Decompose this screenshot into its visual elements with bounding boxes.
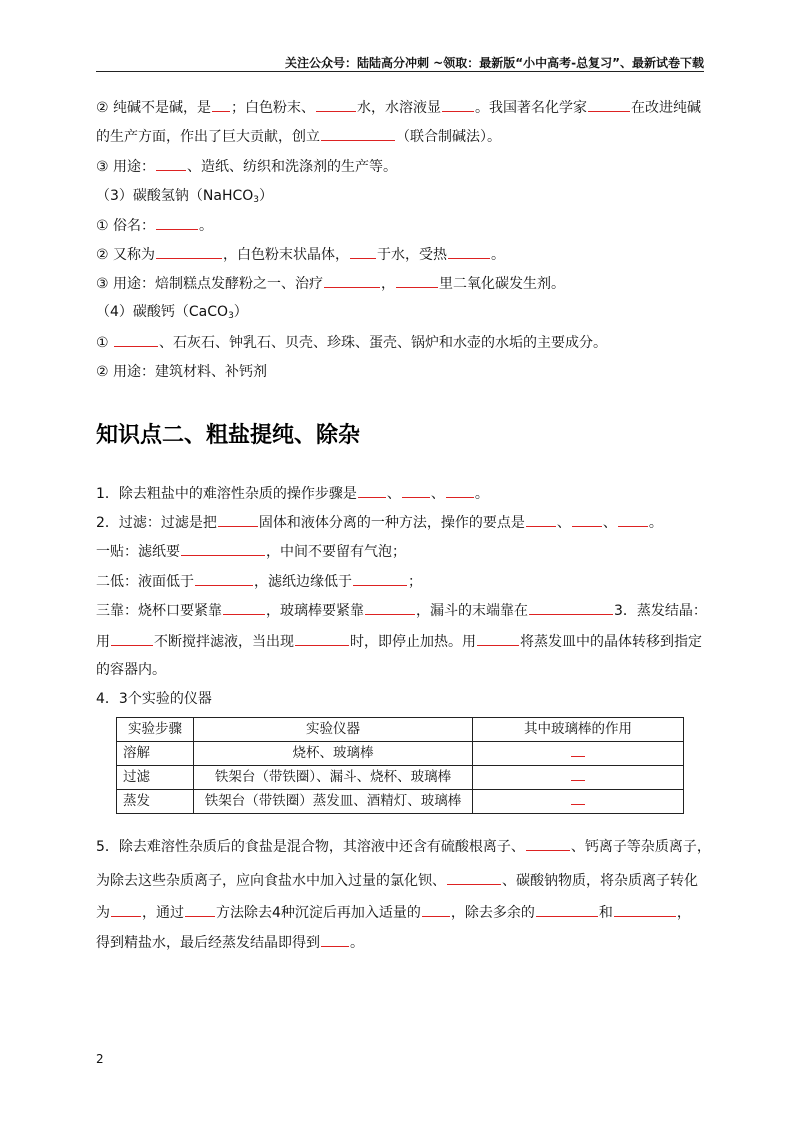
point-4 bbox=[96, 689, 704, 709]
table-cell-role-blank bbox=[473, 790, 684, 814]
answer-blank bbox=[365, 600, 415, 615]
text-fragment: 固体和液体分离的一种方法，操作的要点是 bbox=[258, 515, 525, 531]
table-cell-instruments: 烧杯、玻璃棒 bbox=[194, 742, 473, 766]
page-number: 2 bbox=[96, 1052, 104, 1066]
instruments-table bbox=[116, 717, 684, 814]
text-fragment: 5．除去难溶性杂质后的食盐是混合物，其溶液中还含有硫酸根离子、 bbox=[96, 839, 525, 855]
text-line bbox=[96, 126, 704, 147]
text-fragment: 三靠：烧杯口要紧靠 bbox=[96, 603, 222, 619]
answer-blank bbox=[195, 571, 253, 586]
answer-blank bbox=[295, 631, 349, 646]
text-fragment: ② 用途：建筑材料、补钙剂 bbox=[96, 364, 268, 380]
text-fragment: 不断搅拌滤液，当出现 bbox=[154, 634, 294, 650]
text-line bbox=[96, 302, 704, 326]
answer-blank bbox=[536, 902, 598, 917]
table-row bbox=[117, 742, 684, 766]
text-fragment: ， bbox=[381, 276, 396, 292]
text-fragment: 方法除去4种沉淀后再加入适量的 bbox=[216, 905, 421, 921]
chem-subscript: 3 bbox=[253, 195, 260, 205]
table-cell-role-blank bbox=[473, 766, 684, 790]
text-fragment: ，白色粉末状晶体， bbox=[223, 247, 350, 263]
answer-blank bbox=[422, 902, 450, 917]
answer-blank bbox=[571, 768, 585, 781]
answer-blank bbox=[447, 870, 501, 885]
point-3-evaporation bbox=[96, 631, 704, 652]
table-cell-step: 蒸发 bbox=[117, 790, 194, 814]
answer-blank bbox=[218, 512, 258, 527]
text-fragment: 、钙离子等杂质离子， bbox=[570, 839, 711, 855]
text-fragment: 时，即停止加热。用 bbox=[350, 634, 476, 650]
answer-blank bbox=[111, 631, 153, 646]
answer-blank bbox=[442, 97, 474, 112]
text-fragment: ② 纯碱不是碱，是 bbox=[96, 100, 212, 116]
text-fragment: 的容器内。 bbox=[96, 662, 166, 678]
point-5-line-1 bbox=[96, 836, 711, 857]
text-fragment: 得到精盐水，最后经蒸发结晶即得到 bbox=[96, 935, 320, 951]
table-cell-step: 过滤 bbox=[117, 766, 194, 790]
text-fragment: ，玻璃棒要紧靠 bbox=[266, 603, 364, 619]
text-fragment: 、造纸、纺织和洗涤剂的生产等。 bbox=[187, 159, 398, 175]
text-fragment: （联合制碱法）。 bbox=[396, 129, 501, 145]
text-fragment: ③ 用途： bbox=[96, 159, 156, 175]
text-fragment: 。 bbox=[648, 515, 663, 531]
point-5-line-3 bbox=[96, 902, 704, 923]
answer-blank bbox=[156, 156, 186, 171]
text-fragment: ，漏斗的末端靠在 bbox=[416, 603, 528, 619]
text-line bbox=[96, 244, 704, 265]
table-cell-instruments: 铁架台（带铁圈）、漏斗、烧杯、玻璃棒 bbox=[194, 766, 473, 790]
text-line bbox=[96, 97, 704, 118]
text-fragment: 用 bbox=[96, 634, 110, 650]
answer-blank bbox=[114, 332, 158, 347]
table-header-role: 其中玻璃棒的作用 bbox=[473, 718, 684, 742]
text-fragment: 。 bbox=[199, 218, 214, 234]
text-fragment: 和 bbox=[598, 905, 613, 921]
text-fragment: 将蒸发皿中的晶体转移到指定 bbox=[520, 634, 702, 650]
answer-blank bbox=[358, 483, 386, 498]
table-cell-instruments: 铁架台（带铁圈）蒸发皿、酒精灯、玻璃棒 bbox=[194, 790, 473, 814]
text-line bbox=[96, 215, 704, 236]
answer-blank bbox=[156, 215, 198, 230]
section-title: 知识点二、粗盐提纯、除杂 bbox=[96, 423, 361, 448]
answer-blank bbox=[212, 97, 230, 112]
text-fragment: （4）碳酸钙（CaCO bbox=[96, 304, 229, 320]
text-fragment: 一贴：滤纸要 bbox=[96, 544, 180, 560]
filter-two-low bbox=[96, 571, 704, 592]
answer-blank bbox=[529, 600, 613, 615]
text-fragment: 、碳酸钠物质，将杂质离子转化 bbox=[502, 873, 698, 889]
text-fragment: 、石灰石、钟乳石、贝壳、珍珠、蛋壳、锅炉和水壶的水垢的主要成分。 bbox=[159, 335, 608, 351]
text-fragment: 3．蒸发结晶： bbox=[614, 603, 707, 619]
text-fragment: ； bbox=[408, 574, 422, 590]
answer-blank bbox=[614, 902, 676, 917]
text-fragment: ，滤纸边缘低于 bbox=[254, 574, 352, 590]
answer-blank bbox=[321, 126, 395, 141]
answer-blank bbox=[156, 244, 222, 259]
answer-blank bbox=[223, 600, 265, 615]
text-fragment: ① 俗名： bbox=[96, 218, 156, 234]
text-fragment: 、 bbox=[430, 486, 445, 502]
text-fragment: 为 bbox=[96, 905, 110, 921]
answer-blank bbox=[324, 273, 380, 288]
answer-blank bbox=[321, 932, 349, 947]
answer-blank bbox=[448, 244, 490, 259]
table-cell-role-blank bbox=[473, 742, 684, 766]
point-5-line-2 bbox=[96, 870, 704, 891]
text-fragment: 二低：液面低于 bbox=[96, 574, 194, 590]
header-divider bbox=[96, 71, 704, 72]
table-header-row bbox=[117, 718, 684, 742]
point-1 bbox=[96, 483, 704, 504]
text-fragment: 、 bbox=[386, 486, 401, 502]
filter-three-lean bbox=[96, 600, 707, 621]
answer-blank bbox=[350, 244, 376, 259]
page-header: 关注公众号：陆陆高分冲刺 ~领取：最新版“小中高考-总复习”、最新试卷下载 bbox=[285, 56, 704, 70]
text-fragment: ③ 用途：焙制糕点发酵粉之一、治疗 bbox=[96, 276, 324, 292]
text-fragment: 4．3个实验的仪器 bbox=[96, 691, 212, 707]
answer-blank bbox=[618, 512, 648, 527]
answer-blank bbox=[353, 571, 407, 586]
text-fragment: （3）碳酸氢钠（NaHCO bbox=[96, 188, 254, 204]
text-fragment: ① bbox=[96, 335, 114, 351]
table-header-instruments: 实验仪器 bbox=[194, 718, 473, 742]
text-line bbox=[96, 362, 704, 382]
point-2 bbox=[96, 512, 704, 533]
text-fragment: 。 bbox=[491, 247, 506, 263]
text-fragment: 在改进纯碱 bbox=[631, 100, 702, 116]
text-fragment: 于水，受热 bbox=[377, 247, 448, 263]
text-fragment: ） bbox=[259, 188, 274, 204]
text-fragment: 水，水溶液显 bbox=[357, 100, 442, 116]
text-fragment: ，除去多余的 bbox=[450, 905, 535, 921]
text-fragment: 2．过滤：过滤是把 bbox=[96, 515, 217, 531]
text-fragment: 。 bbox=[474, 486, 489, 502]
answer-blank bbox=[316, 97, 356, 112]
text-fragment: ） bbox=[233, 304, 248, 320]
answer-blank bbox=[185, 902, 215, 917]
table-row bbox=[117, 766, 684, 790]
point-5-line-4 bbox=[96, 932, 704, 953]
text-fragment: ；白色粉末、 bbox=[231, 100, 316, 116]
text-fragment: ， bbox=[676, 905, 691, 921]
answer-blank bbox=[526, 512, 556, 527]
answer-blank bbox=[477, 631, 519, 646]
text-line bbox=[96, 186, 704, 210]
text-fragment: ，通过 bbox=[142, 905, 184, 921]
table-cell-step: 溶解 bbox=[117, 742, 194, 766]
text-line bbox=[96, 273, 704, 294]
answer-blank bbox=[571, 744, 585, 757]
answer-blank bbox=[446, 483, 474, 498]
text-fragment: 的生产方面，作出了巨大贡献，创立 bbox=[96, 129, 320, 145]
answer-blank bbox=[181, 541, 265, 556]
answer-blank bbox=[396, 273, 438, 288]
answer-blank bbox=[111, 902, 141, 917]
text-fragment: 里二氧化碳发生剂。 bbox=[439, 276, 566, 292]
answer-blank bbox=[526, 836, 570, 851]
text-fragment: ，中间不要留有气泡； bbox=[266, 544, 406, 560]
text-fragment: 。 bbox=[350, 935, 364, 951]
text-line bbox=[96, 332, 704, 353]
text-fragment: 。我国著名化学家 bbox=[475, 100, 588, 116]
text-fragment: 为除去这些杂质离子，应向食盐水中加入过量的氯化钡、 bbox=[96, 873, 446, 889]
table-header-step: 实验步骤 bbox=[117, 718, 194, 742]
text-fragment: 、 bbox=[602, 515, 617, 531]
answer-blank bbox=[402, 483, 430, 498]
answer-blank bbox=[588, 97, 630, 112]
filter-one-stick bbox=[96, 541, 704, 562]
answer-blank bbox=[572, 512, 602, 527]
table-row bbox=[117, 790, 684, 814]
text-fragment: ② 又称为 bbox=[96, 247, 156, 263]
answer-blank bbox=[571, 792, 585, 805]
chem-subscript: 3 bbox=[228, 311, 234, 321]
point-3-cont bbox=[96, 660, 704, 680]
text-fragment: 、 bbox=[556, 515, 571, 531]
text-fragment: 1．除去粗盐中的难溶性杂质的操作步骤是 bbox=[96, 486, 357, 502]
text-line bbox=[96, 156, 704, 177]
